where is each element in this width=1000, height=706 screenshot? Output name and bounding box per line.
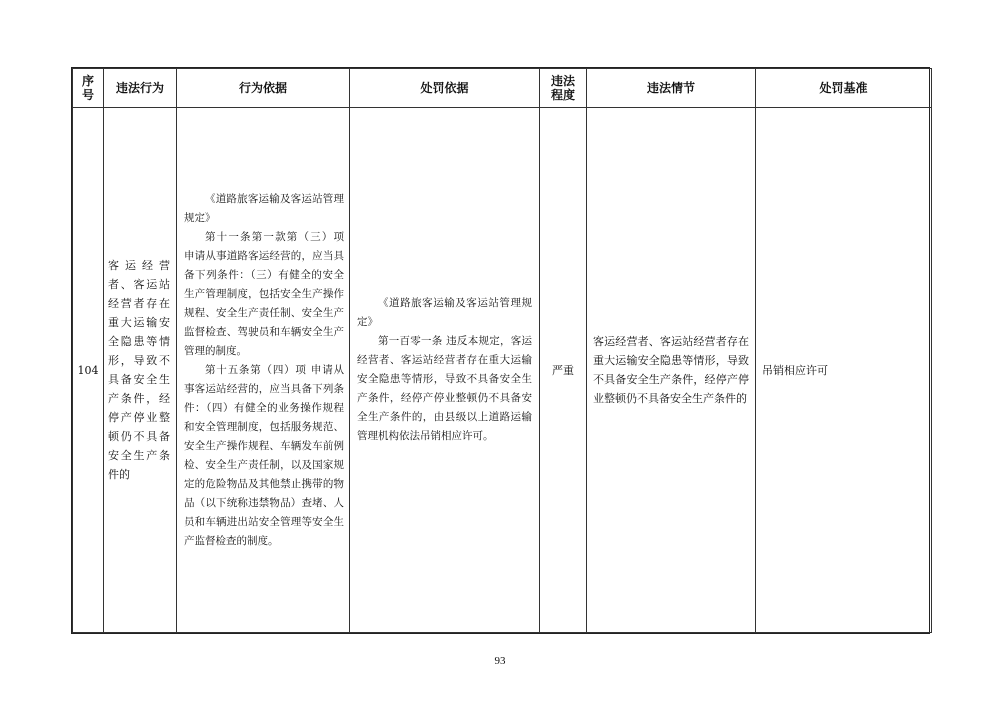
- table-row: [73, 108, 932, 633]
- penalty-basis-title: 《道路旅客运输及客运站管理规定》: [357, 297, 532, 328]
- cell-circumstances: 客运经营者、客运站经营者存在重大运输安全隐患等情形，导致不具备安全生产条件，经停产停业整顿仍不具备安全生产条件的: [587, 108, 756, 633]
- cell-standard: 吊销相应许可: [756, 108, 932, 633]
- basis-title: 《道路旅客运输及客运站管理规定》: [184, 192, 344, 224]
- penalty-standard-table: [71, 67, 930, 634]
- header-degree: 违法程度: [540, 69, 587, 108]
- header-circumstances: 违法情节: [587, 69, 756, 108]
- basis-article-15: 第十五条第（四）项 申请从事客运站经营的，应当具备下列条件：（四）有健全的业务操作规程和安全管理制度，包括服务规范、安全生产操作规程、车辆发车前例检、安全生产责任制，以及国家规定的危险物品及其他禁止携带的物品（以下统称违禁物品）查堵、人员和车辆进出站安全管理等安全生产监督检查的制度。: [184, 363, 344, 547]
- header-row: [73, 69, 932, 108]
- table-grid: [72, 68, 932, 633]
- header-standard: 处罚基准: [756, 69, 932, 108]
- cell-penalty-basis: [350, 108, 540, 633]
- header-basis: 行为依据: [177, 69, 350, 108]
- penalty-basis-article-101: 第一百零一条 违反本规定，客运经营者、客运站经营者存在重大运输安全隐患等情形，导致不具备安全生产条件，经停产停业整顿仍不具备安全生产条件的，由县级以上道路运输管理机构依法吊销相应许可。: [357, 335, 532, 442]
- header-penalty-basis: 处罚依据: [350, 69, 540, 108]
- cell-degree: 严重: [540, 108, 587, 633]
- cell-violation: 客运经营者、客运站经营者存在重大运输安全隐患等情形，导致不具备安全生产条件，经停产停业整顿仍不具备安全生产条件的: [104, 108, 177, 633]
- header-violation: 违法行为: [104, 69, 177, 108]
- cell-basis: [177, 108, 350, 633]
- basis-article-11: 第十一条第一款第（三）项 申请从事道路客运经营的，应当具备下列条件：（三）有健全的安全生产管理制度，包括安全生产操作规程、安全生产责任制、安全生产监督检查、驾驶员和车辆安全生产管理的制度。: [184, 230, 344, 357]
- cell-seq: 104: [73, 108, 104, 633]
- header-seq: 序号: [73, 69, 104, 108]
- page-number: 93: [494, 655, 506, 667]
